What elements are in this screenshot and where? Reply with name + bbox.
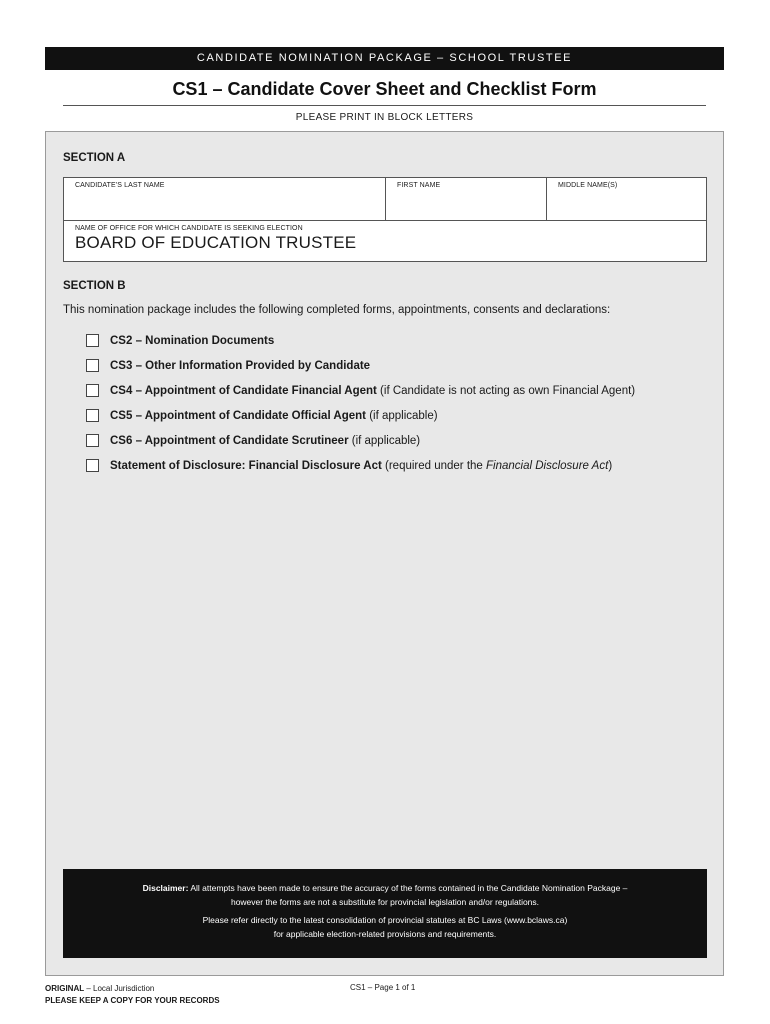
- checkbox[interactable]: [86, 334, 99, 347]
- note-close: ): [608, 459, 613, 472]
- checklist-item-title: CS6 – Appointment of Candidate Scrutineer: [110, 434, 349, 447]
- checklist-item-cs2: [86, 328, 635, 353]
- checklist-item-note: (if Candidate is not acting as own Financial Agent): [376, 384, 636, 397]
- section-b-heading: SECTION B: [63, 280, 126, 292]
- office-label: NAME OF OFFICE FOR WHICH CANDIDATE IS SEEKING ELECTION: [75, 225, 303, 232]
- last-name-field[interactable]: [64, 178, 386, 220]
- checklist-item-disclosure: [86, 453, 635, 478]
- checkbox[interactable]: [86, 359, 99, 372]
- checklist-item-title: CS2 – Nomination Documents: [110, 334, 275, 347]
- disclaimer-text: for applicable election-related provisions and requirements.: [273, 928, 497, 939]
- checklist-item-note: (if applicable): [366, 409, 438, 422]
- checkbox[interactable]: [86, 434, 99, 447]
- checklist-item-note: (if applicable): [348, 434, 421, 447]
- first-name-label: FIRST NAME: [397, 182, 441, 189]
- page-number: CS1 – Page 1 of 1: [350, 983, 416, 992]
- checklist-item-title: CS5 – Appointment of Candidate Official Agent: [110, 409, 366, 422]
- print-instruction: PLEASE PRINT IN BLOCK LETTERS: [295, 112, 474, 123]
- disclaimer-box: [63, 869, 707, 958]
- office-value: BOARD OF EDUCATION TRUSTEE: [75, 233, 357, 252]
- checklist-item-title: Statement of Disclosure: Financial Disclosure Act: [110, 459, 382, 472]
- middle-name-label: MIDDLE NAME(S): [558, 182, 618, 189]
- section-b-intro: This nomination package includes the following completed forms, appointments, consents and declarations:: [63, 304, 611, 316]
- checklist-item-note: (required under the: [381, 459, 487, 472]
- checklist-item-cs5: [86, 403, 635, 428]
- keep-copy-note: PLEASE KEEP A COPY FOR YOUR RECORDS: [45, 996, 220, 1005]
- checklist-item-cs4: [86, 378, 635, 403]
- disclaimer-paragraph: [63, 882, 707, 909]
- form-title: CS1 – Candidate Cover Sheet and Checklist Form: [172, 79, 597, 99]
- disclaimer-text: All attempts have been made to ensure the accuracy of the forms contained in the Candidate Nomination Package –: [188, 883, 628, 893]
- disclaimer-text: Please refer directly to the latest consolidation of provincial statutes at BC Laws (www.bclaws.ca): [202, 915, 568, 925]
- title-divider: [63, 105, 706, 106]
- last-name-label: CANDIDATE'S LAST NAME: [75, 182, 165, 189]
- checklist-item-title: CS4 – Appointment of Candidate Financial Agent: [110, 384, 377, 397]
- original-jurisdiction: – Local Jurisdiction: [84, 984, 155, 993]
- section-a-heading: SECTION A: [63, 152, 126, 164]
- original-label: ORIGINAL: [45, 984, 85, 993]
- checklist-item-title: CS3 – Other Information Provided by Candidate: [110, 359, 371, 372]
- disclaimer-paragraph: [63, 914, 707, 941]
- checkbox[interactable]: [86, 409, 99, 422]
- checklist-item-cs3: [86, 353, 635, 378]
- middle-name-field[interactable]: [547, 178, 706, 220]
- checkbox[interactable]: [86, 384, 99, 397]
- checklist-item-cs6: [86, 428, 635, 453]
- first-name-field[interactable]: [386, 178, 547, 220]
- candidate-name-table: [63, 177, 707, 262]
- act-name: Financial Disclosure Act: [486, 459, 609, 472]
- footer-copy-note: [45, 983, 220, 1007]
- document-checklist: [86, 328, 635, 478]
- disclaimer-label: Disclaimer:: [142, 883, 189, 893]
- disclaimer-text: however the forms are not a substitute for provincial legislation and/or regulations.: [230, 896, 540, 907]
- package-banner: CANDIDATE NOMINATION PACKAGE – SCHOOL TRUSTEE: [45, 47, 724, 70]
- checkbox[interactable]: [86, 459, 99, 472]
